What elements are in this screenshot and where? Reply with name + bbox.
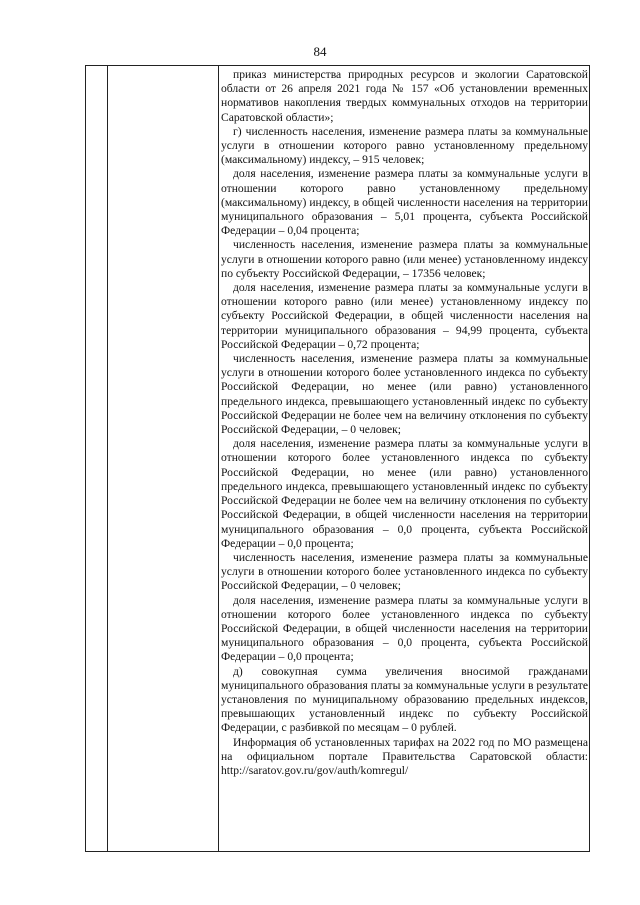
page-number: 84	[313, 44, 327, 59]
paragraph: г) численность населения, изменение размера платы за коммунальные услуги в отношении которого равно установленному предельному (максимальному) индексу, – 915 человек;	[221, 124, 588, 167]
paragraph: Информация об установленных тарифах на 2022 год по МО размещена на официальном портале Правительства Саратовской области: http://saratov.gov.ru/gov/auth/komregul/	[221, 735, 588, 777]
column-divider	[218, 66, 219, 851]
paragraph: численность населения, изменение размера платы за коммунальные услуги в отношении которого более установленного индекса по субъекту Российской Федерации, – 0 человек;	[221, 550, 588, 593]
paragraph: приказ министерства природных ресурсов и экологии Саратовской области от 26 апреля 2021 года № 157 «Об установлении временных нормативов накопления твердых коммунальных отходов на территории Саратовской области»;	[221, 68, 588, 124]
paragraph: численность населения, изменение размера платы за коммунальные услуги в отношении которого равно (или менее) установленному индексу по субъекту Российской Федерации, – 17356 человек;	[221, 238, 588, 280]
paragraph: доля населения, изменение размера платы за коммунальные услуги в отношении которого равно установленному предельному (максимальному) индексу, в общей численности населения на территории муниципального образования – 5,01 процента, субъекта Российской Федерации – 0,04 процента;	[221, 167, 588, 238]
paragraph: д) совокупная сумма увеличения вносимой гражданами муниципального образования платы за коммунальные услуги в результате установления по муниципальному образованию предельных индексов, превышающих установленный индекс по субъекту Российской Федерации, с разбивкой по месяцам – 0 рублей.	[221, 664, 588, 735]
column-divider	[107, 66, 108, 851]
table-cell-text	[221, 68, 588, 778]
paragraph: доля населения, изменение размера платы за коммунальные услуги в отношении которого более установленного индекса по субъекту Российской Федерации, в общей численности населения на территории муниципального образования – 0,0 процента, субъекта Российской Федерации – 0,0 процента;	[221, 593, 588, 664]
paragraph: доля населения, изменение размера платы за коммунальные услуги в отношении которого более установленного индекса по субъекту Российской Федерации, но менее (или равно) установленного предельного индекса, превышающего установленный индекс по субъекту Российской Федерации не более чем на величину отклонения по субъекту Российской Федерации, в общей численности населения на территории муниципального образования – 0,0 процента, субъекта Российской Федерации – 0,0 процента;	[221, 437, 588, 550]
paragraph: численность населения, изменение размера платы за коммунальные услуги в отношении которого более установленного индекса по субъекту Российской Федерации, но менее (или равно) установленного предельного индекса, превышающего установленный индекс по субъекту Российской Федерации не более чем на величину отклонения по субъекту Российской Федерации, – 0 человек;	[221, 352, 588, 437]
paragraph: доля населения, изменение размера платы за коммунальные услуги в отношении которого равно (или менее) установленному индексу по субъекту Российской Федерации, в общей численности населения на территории муниципального образования – 94,99 процента, субъекта Российской Федерации – 0,72 процента;	[221, 281, 588, 351]
